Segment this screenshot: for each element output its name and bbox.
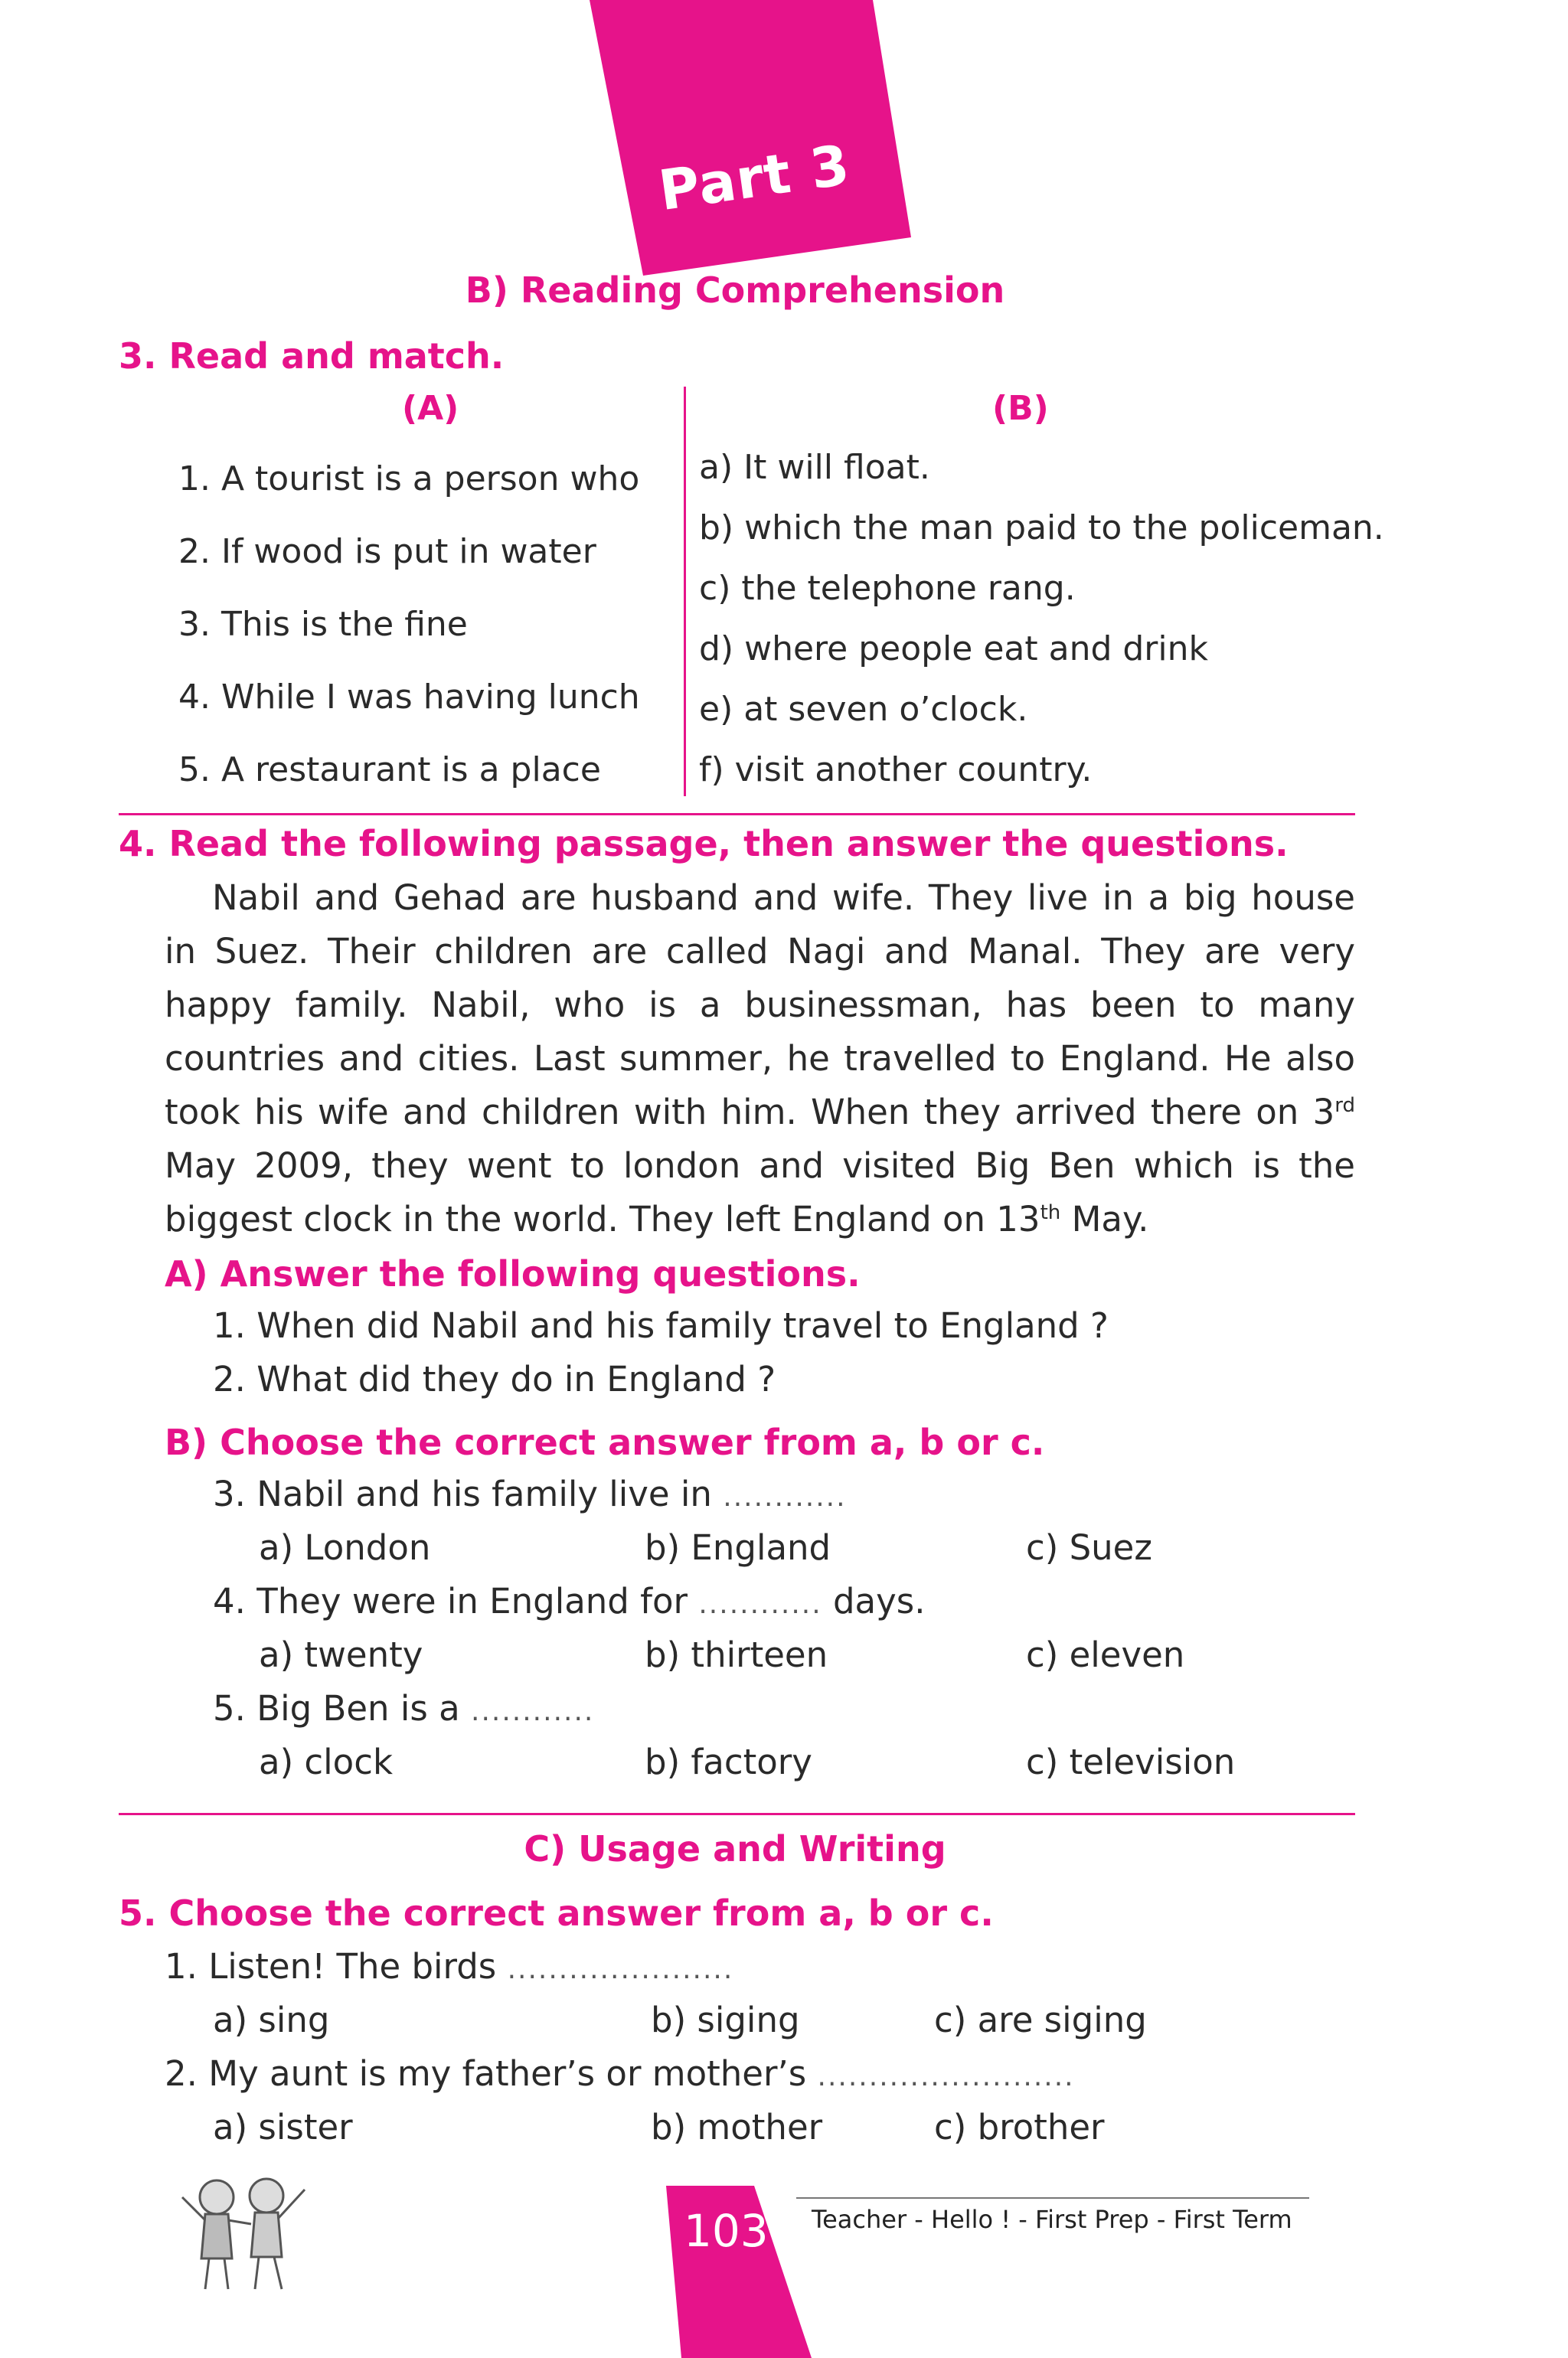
- list-item-a: 5. A restaurant is a place: [178, 750, 601, 789]
- list-item-b: c) the telephone rang.: [699, 569, 1076, 608]
- superscript: th: [1040, 1201, 1061, 1224]
- q4-title: 4. Read the following passage, then answer the questions.: [119, 823, 1289, 864]
- section-c-title: C) Usage and Writing: [524, 1828, 946, 1870]
- list-item-b: b) which the man paid to the policeman.: [699, 508, 1384, 547]
- passage-text: May 2009, they went to london and visited Big Ben which is the biggest clock in the world. They left England on 13: [165, 1145, 1355, 1239]
- option-c: c) Suez: [1026, 1527, 1152, 1568]
- divider: [119, 813, 1355, 815]
- section-b-title: B) Reading Comprehension: [465, 269, 1005, 311]
- option-b: b) siging: [651, 2000, 800, 2040]
- stem-after: days.: [822, 1581, 926, 1622]
- column-b-header: (B): [992, 389, 1049, 428]
- blank: ............: [698, 1589, 822, 1620]
- superscript: rd: [1334, 1094, 1355, 1117]
- list-item-a: 2. If wood is put in water: [178, 532, 596, 571]
- passage-text: May.: [1060, 1199, 1149, 1239]
- part-a-title: A) Answer the following questions.: [165, 1253, 861, 1295]
- mcq-stem: [165, 2053, 1075, 2094]
- option-c: c) brother: [934, 2107, 1105, 2147]
- option-a: a) twenty: [259, 1635, 423, 1675]
- page-number: 103: [684, 2205, 769, 2257]
- blank: ............: [723, 1481, 847, 1513]
- list-item-a: 1. A tourist is a person who: [178, 459, 640, 498]
- footer-rule: [796, 2197, 1309, 2199]
- option-b: b) factory: [645, 1742, 812, 1782]
- q5-title: 5. Choose the correct answer from a, b or c.: [119, 1893, 994, 1934]
- question: 1. When did Nabil and his family travel to England ?: [213, 1305, 1109, 1346]
- option-c: c) are siging: [934, 2000, 1147, 2040]
- option-a: a) sister: [213, 2107, 353, 2147]
- q3-title: 3. Read and match.: [119, 335, 505, 377]
- stem-text: 4. They were in England for: [213, 1581, 688, 1622]
- part-title: Part 3: [655, 132, 854, 224]
- option-b: b) thirteen: [645, 1635, 828, 1675]
- stem-text: 2. My aunt is my father’s or mother’s: [165, 2053, 807, 2094]
- option-a: a) London: [259, 1527, 431, 1568]
- option-a: a) sing: [213, 2000, 330, 2040]
- option-b: b) mother: [651, 2107, 823, 2147]
- column-a-header: (A): [402, 389, 459, 428]
- blank: .........................: [817, 2061, 1075, 2092]
- mcq-stem: [213, 1581, 926, 1622]
- part-b-title: B) Choose the correct answer from a, b or c.: [165, 1422, 1045, 1463]
- list-item-a: 4. While I was having lunch: [178, 678, 640, 717]
- list-item-b: d) where people eat and drink: [699, 629, 1208, 668]
- stem-text: 5. Big Ben is a: [213, 1688, 460, 1729]
- blank: ............: [471, 1696, 595, 1727]
- blank: ......................: [507, 1954, 734, 1985]
- stem-text: 3. Nabil and his family live in: [213, 1474, 712, 1514]
- passage-text: Nabil and Gehad are husband and wife. They live in a big house in Suez. Their children are called Nagi and Manal. They are very happy family. Nabil, who is a businessman, has been to many countries and cities. Last summer, he travelled to England. He also took his wife and children with him. When they arrived there on 3: [165, 877, 1355, 1132]
- list-item-a: 3. This is the fine: [178, 605, 468, 644]
- kids-illustration: [175, 2167, 312, 2297]
- list-item-b: a) It will float.: [699, 448, 930, 487]
- list-item-b: f) visit another country.: [699, 750, 1093, 789]
- reading-passage: [165, 871, 1355, 1246]
- option-c: c) eleven: [1026, 1635, 1185, 1675]
- part-banner: [590, 0, 911, 276]
- option-a: a) clock: [259, 1742, 394, 1782]
- column-divider: [684, 387, 686, 796]
- question: 2. What did they do in England ?: [213, 1359, 776, 1399]
- mcq-stem: [165, 1946, 733, 1987]
- option-b: b) England: [645, 1527, 831, 1568]
- mcq-stem: [213, 1474, 847, 1514]
- option-c: c) television: [1026, 1742, 1236, 1782]
- list-item-b: e) at seven o’clock.: [699, 690, 1028, 729]
- book-title: Teacher - Hello ! - First Prep - First Term: [812, 2205, 1292, 2234]
- divider: [119, 1813, 1355, 1815]
- mcq-stem: [213, 1688, 594, 1729]
- stem-text: 1. Listen! The birds: [165, 1946, 497, 1987]
